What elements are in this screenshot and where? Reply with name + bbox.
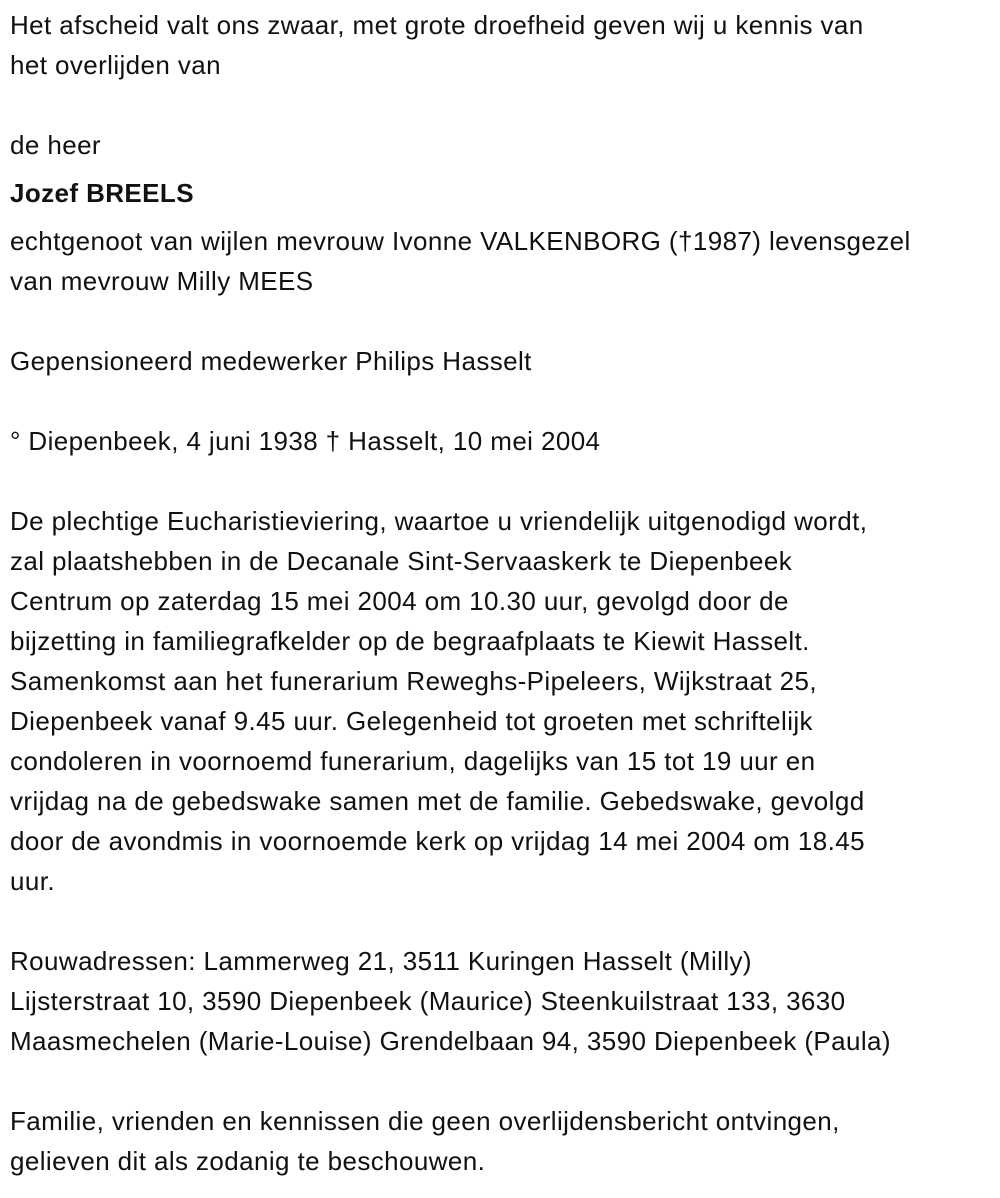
text-line: Het afscheid valt ons zwaar, met grote droefheid geven wij u kennis van <box>10 10 864 40</box>
text-line: van mevrouw Milly MEES <box>10 266 314 296</box>
text-line: Maasmechelen (Marie-Louise) Grendelbaan 94, 3590 Diepenbeek (Paula) <box>10 1026 891 1056</box>
text-line: zal plaatshebben in de Decanale Sint-Servaaskerk te Diepenbeek <box>10 546 793 576</box>
text-line: Centrum op zaterdag 15 mei 2004 om 10.30 uur, gevolgd door de <box>10 586 789 616</box>
closing-paragraph <box>10 1101 1000 1181</box>
occupation: Gepensioneerd medewerker Philips Hasselt <box>10 346 532 376</box>
text-line: uur. <box>10 866 55 896</box>
text-line: Diepenbeek vanaf 9.45 uur. Gelegenheid tot groeten met schriftelijk <box>10 706 813 736</box>
text-line: Rouwadressen: Lammerweg 21, 3511 Kuringen Hasselt (Milly) <box>10 946 752 976</box>
text-line: echtgenoot van wijlen mevrouw Ivonne VALKENBORG (†1987) levensgezel <box>10 226 911 256</box>
text-line: condoleren in voornoemd funerarium, dagelijks van 15 tot 19 uur en <box>10 746 816 776</box>
deceased-name: Jozef BREELS <box>10 178 194 208</box>
intro-paragraph <box>10 5 1000 85</box>
text-line: gelieven dit als zodanig te beschouwen. <box>10 1146 486 1176</box>
text-line: het overlijden van <box>10 50 221 80</box>
text-line: door de avondmis in voornoemde kerk op vrijdag 14 mei 2004 om 18.45 <box>10 826 865 856</box>
ceremony-paragraph <box>10 501 1000 901</box>
text-line: bijzetting in familiegrafkelder op de begraafplaats te Kiewit Hasselt. <box>10 626 810 656</box>
birth-death-dates: ° Diepenbeek, 4 juni 1938 † Hasselt, 10 mei 2004 <box>10 426 601 456</box>
relation-paragraph <box>10 221 1000 301</box>
text-line: Samenkomst aan het funerarium Reweghs-Pipeleers, Wijkstraat 25, <box>10 666 817 696</box>
salutation: de heer <box>10 130 101 160</box>
text-line: Lijsterstraat 10, 3590 Diepenbeek (Maurice) Steenkuilstraat 133, 3630 <box>10 986 846 1016</box>
addresses-paragraph <box>10 941 1000 1061</box>
text-line: De plechtige Eucharistieviering, waartoe u vriendelijk uitgenodigd wordt, <box>10 506 868 536</box>
text-line: vrijdag na de gebedswake samen met de familie. Gebedswake, gevolgd <box>10 786 865 816</box>
text-line: Familie, vrienden en kennissen die geen overlijdensbericht ontvingen, <box>10 1106 840 1136</box>
